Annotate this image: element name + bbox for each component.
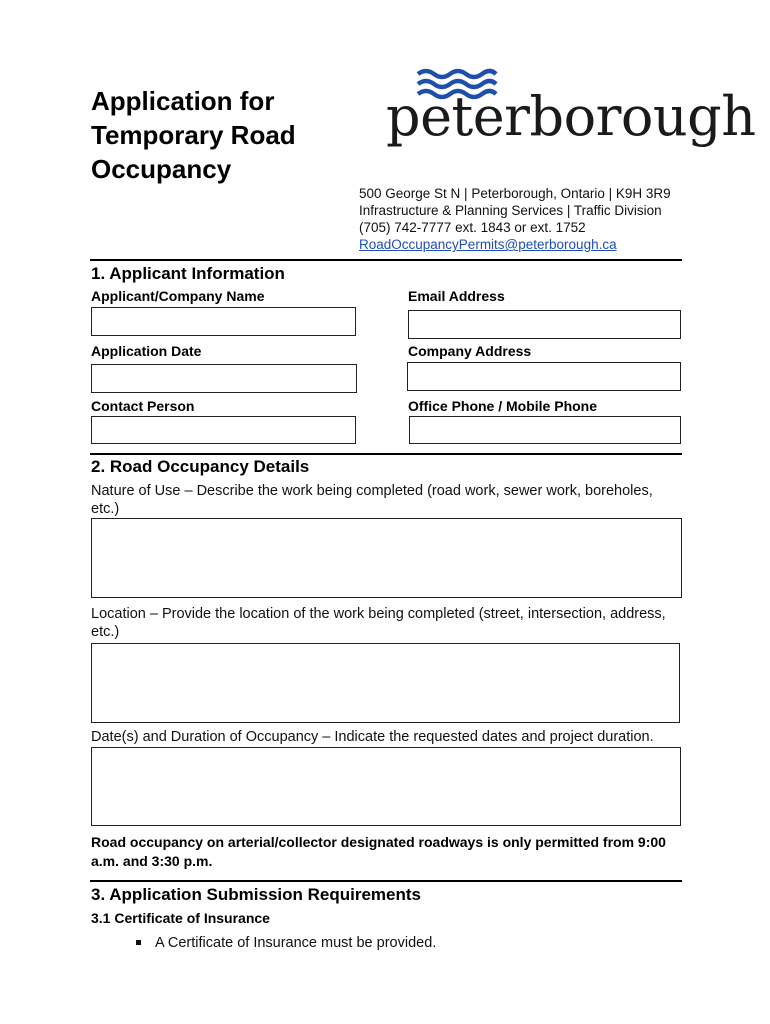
contact-person-label: Contact Person [91, 398, 195, 414]
contact-block [359, 185, 671, 253]
dates-duration-prompt: Date(s) and Duration of Occupancy – Indicate the requested dates and project duration. [91, 729, 654, 745]
email-label: Email Address [408, 288, 505, 304]
location-textarea[interactable] [91, 643, 680, 723]
phone-input[interactable] [409, 416, 681, 444]
section-2-title: 2. Road Occupancy Details [91, 457, 310, 476]
section-3-title: 3. Application Submission Requirements [91, 885, 421, 904]
contact-address: 500 George St N | Peterborough, Ontario | K9H 3R9 [359, 186, 671, 201]
section-1-title: 1. Applicant Information [91, 264, 285, 283]
company-name-label: Applicant/Company Name [91, 288, 265, 304]
section-divider [90, 453, 682, 455]
company-address-input[interactable] [407, 362, 681, 391]
contact-division: Infrastructure & Planning Services | Traffic Division [359, 203, 662, 218]
list-item [136, 935, 436, 951]
dates-duration-textarea[interactable] [91, 747, 681, 826]
email-input[interactable] [408, 310, 681, 339]
contact-person-input[interactable] [91, 416, 356, 444]
insurance-subheading: 3.1 Certificate of Insurance [91, 910, 270, 926]
application-date-label: Application Date [91, 343, 202, 359]
insurance-bullet-text: A Certificate of Insurance must be provided. [155, 935, 437, 951]
page-title: Application for Temporary Road Occupancy [91, 86, 296, 184]
company-address-label: Company Address [408, 343, 532, 359]
bullet-icon [136, 940, 141, 945]
location-prompt: Location – Provide the location of the work being completed (street, intersection, address, etc.) [91, 606, 666, 640]
phone-label: Office Phone / Mobile Phone [408, 398, 598, 414]
contact-email-link[interactable]: RoadOccupancyPermits@peterborough.ca [359, 237, 617, 252]
application-date-input[interactable] [91, 364, 357, 393]
section-divider [90, 880, 682, 882]
nature-of-use-textarea[interactable] [91, 518, 682, 598]
section-divider [90, 259, 682, 261]
arterial-notice: Road occupancy on arterial/collector designated roadways is only permitted from 9:00 a.m. and 3:30 p.m. [91, 834, 666, 869]
company-name-input[interactable] [91, 307, 356, 336]
logo-wordmark: peterborough [386, 85, 756, 148]
nature-of-use-prompt: Nature of Use – Describe the work being completed (road work, sewer work, boreholes, etc.) [91, 483, 653, 517]
contact-phone: (705) 742-7777 ext. 1843 or ext. 1752 [359, 220, 586, 235]
